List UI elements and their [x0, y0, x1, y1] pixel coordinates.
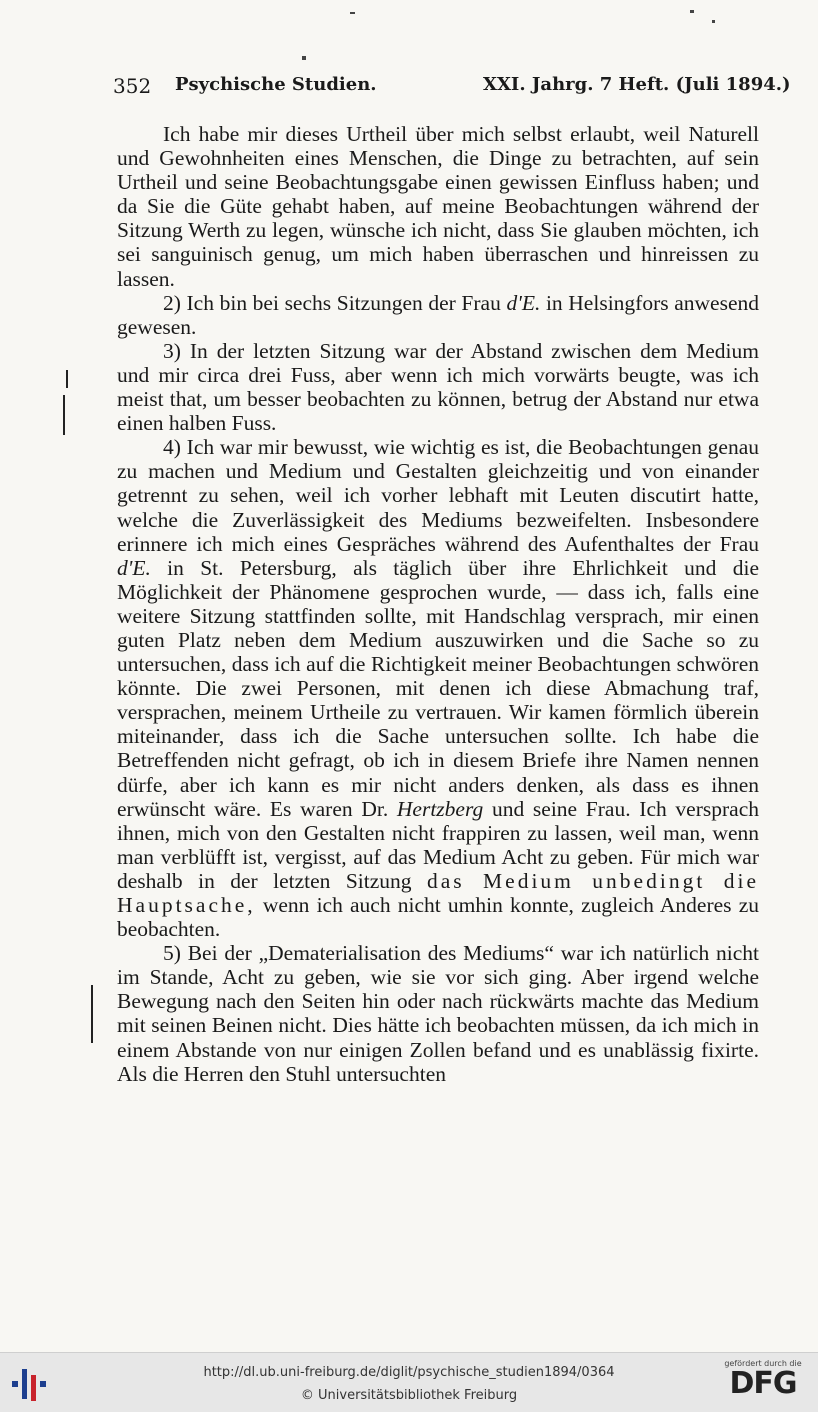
name-emphasis: d'E. [117, 555, 151, 580]
margin-mark [66, 370, 68, 388]
paragraph-4: 4) Ich war mir bewusst, wie wichtig es ist, die Beobachtungen genau zu machen und Medium und Gestalten gleichzeitig und von einander getrennt zu sehen, weil ich vorher lebhaft mit Leuten discutirt hatte, welche die Zuverlässigkeit des Mediums bezweifelten. Insbesondere erinnere ich mich eines Gespräches während des Aufenthaltes der Frau d'E. in St. Petersburg, als täglich über ihre Ehrlichkeit und die Möglichkeit der Phänomene gesprochen wurde, — dass ich, falls eine weitere Sitzung stattfinden sollte, mit Handschlag versprach, mir einen guten Platz neben dem Medium auszuwirken und die Sache so zu untersuchen, dass ich auf die Richtigkeit meiner Beobachtungen schwören könnte. Die zwei Personen, mit denen ich diese Abmachung traf, versprachen, meinem Urtheile zu vertrauen. Wir kamen förmlich überein miteinander, dass ich die Sache untersuchen sollte. Ich habe die Betreffenden nicht gefragt, ob ich in diesem Briefe ihre Namen nennen dürfe, aber ich kann es mir nicht anders denken, als dass es ihnen erwünscht wäre. Es waren Dr. Hertzberg und seine Frau. Ich versprach ihnen, mich von den Gestalten nicht frappiren zu lassen, weil man, wenn man verblüfft ist, vergisst, auf das Medium Acht zu geben. Für mich war deshalb in der letzten Sitzung das Medium unbedingt die Hauptsache, wenn ich auch nicht umhin konnte, zugleich Anderes zu beobachten. [117, 435, 759, 942]
scan-speck [302, 56, 306, 60]
journal-title: Psychische Studien. [175, 74, 377, 95]
dfg-wordmark: DFG [729, 1366, 797, 1401]
paragraph-2: 2) Ich bin bei sechs Sitzungen der Frau d'E. in Helsingfors anwesend gewesen. [117, 290, 759, 339]
dfg-note: gefördert durch die [724, 1359, 802, 1368]
paragraph-1: Ich habe mir dieses Urtheil über mich selbst erlaubt, weil Naturell und Gewohnheiten eines Menschen, die Dinge zu betrachten, auf sein Urtheil und seine Beobachtungsgabe einen gewissen Einfluss haben; und da Sie die Güte gehabt haben, auf meine Beobachtungen während der Sitzung Werth zu legen, wünsche ich nicht, dass Sie glauben möchten, ich sei sanguinisch genug, um mich haben überraschen und hinreissen zu lassen. [117, 122, 759, 291]
dfg-logo [718, 1359, 808, 1405]
page-number: 352 [113, 74, 152, 98]
issue-info: XXI. Jahrg. 7 Heft. (Juli 1894.) [483, 74, 791, 95]
margin-mark [63, 395, 65, 435]
paragraph-3: 3) In der letzten Sitzung war der Abstand zwischen dem Medium und mir circa drei Fuss, aber wenn ich mich vorwärts beugte, was ich meist that, um besser beobachten zu können, betrug der Abstand nur etwa einen halben Fuss. [117, 338, 759, 436]
scan-speck [712, 20, 715, 23]
paragraph-5: 5) Bei der „Dematerialisation des Mediums“ war ich natürlich nicht im Stande, Acht zu geben, wie sie vor sich ging. Aber irgend welche Bewegung nach den Seiten hin oder nach rückwärts machte das Medium mit seinen Beinen nicht. Dies hätte ich beobachten müssen, da ich mich in einem Abstande von nur einigen Zollen befand und es unablässig fixirte. Als die Herren den Stuhl untersuchten [117, 941, 759, 1086]
scan-speck [690, 10, 694, 13]
body-text [117, 122, 759, 1086]
margin-mark [91, 985, 93, 1043]
running-header [113, 74, 791, 100]
copyright-text: © Universitätsbibliothek Freiburg [300, 1388, 518, 1403]
source-url-link[interactable]: http://dl.ub.uni-freiburg.de/diglit/psychische_studien1894/0364 [203, 1365, 615, 1380]
name-emphasis: d'E. [506, 290, 541, 315]
name-emphasis: Hertzberg [396, 796, 484, 821]
scan-speck [350, 12, 355, 14]
spaced-emphasis: das Medium unbedingt die Hauptsache, [117, 868, 759, 917]
footer-bar [0, 1352, 818, 1412]
